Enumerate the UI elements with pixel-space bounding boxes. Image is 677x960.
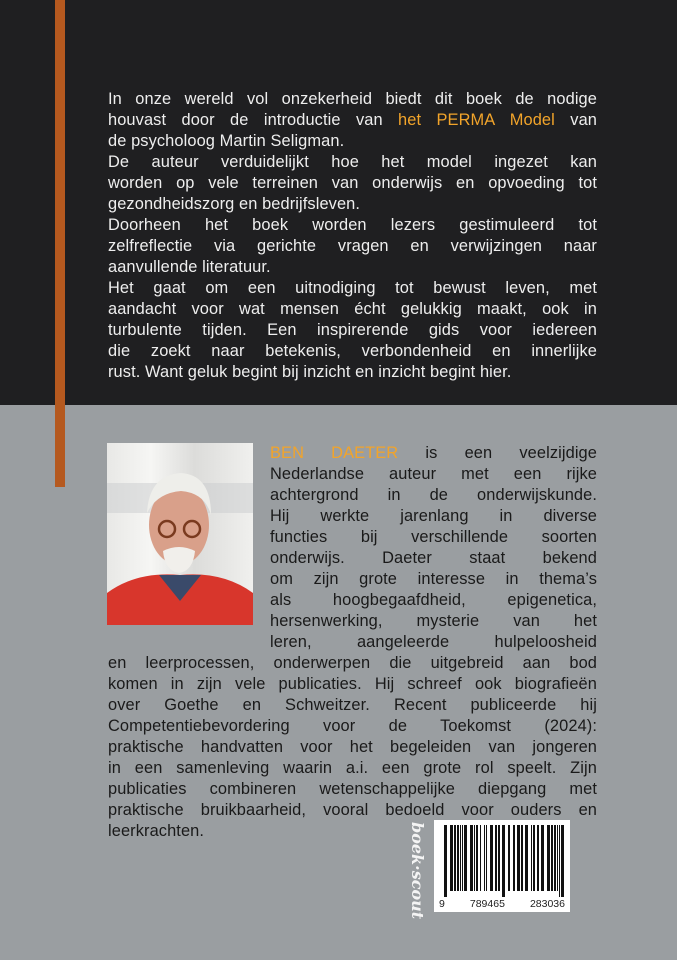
author-photo <box>107 443 253 625</box>
isbn-barcode <box>434 820 570 912</box>
text-segment: Nederlandse auteur met een rijke <box>270 465 597 483</box>
text-segment: rust. Want geluk begint bij inzicht en inzicht begint hier. <box>108 363 512 381</box>
barcode-bar <box>551 825 553 891</box>
barcode-bar <box>517 825 520 891</box>
text-line <box>108 257 597 278</box>
highlight-text: BEN DAETER <box>270 444 399 462</box>
text-line <box>108 695 597 716</box>
blurb-text <box>108 89 597 383</box>
barcode-bar <box>561 825 564 897</box>
text-line <box>270 485 597 506</box>
text-segment: van <box>554 111 598 129</box>
text-line <box>108 215 597 236</box>
publisher-logo: boek·scout <box>408 822 427 920</box>
text-line <box>108 194 597 215</box>
text-line <box>108 299 597 320</box>
text-line <box>108 779 597 800</box>
barcode-bar <box>513 825 515 891</box>
text-line <box>270 506 597 527</box>
barcode-bar <box>547 825 550 891</box>
barcode-bar <box>457 825 459 891</box>
barcode-bar <box>464 825 467 891</box>
text-line <box>270 548 597 569</box>
barcode-bar <box>525 825 528 891</box>
barcode-bar <box>474 825 475 891</box>
text-segment: publicaties combineren wetenschappelijke diepgang met <box>108 780 597 798</box>
text-segment: achtergrond in de onderwijskunde. <box>270 486 597 504</box>
text-segment: die zoekt naar betekenis, verbondenheid en innerlijke <box>108 342 597 360</box>
text-line <box>108 89 597 110</box>
text-segment: turbulente tijden. Een inspirerende gids voor iedereen <box>108 321 597 339</box>
barcode-bar <box>486 825 487 891</box>
barcode-bar <box>484 825 485 891</box>
text-segment: leerkrachten. <box>108 822 205 840</box>
barcode-bar <box>480 825 481 891</box>
text-line <box>108 737 597 758</box>
text-segment: Competentiebevordering voor de Toekomst (2024): <box>108 717 597 735</box>
barcode-bars <box>442 825 564 897</box>
barcode-bar <box>444 825 447 897</box>
text-line <box>108 341 597 362</box>
text-line <box>108 653 597 674</box>
barcode-bar <box>490 825 493 891</box>
text-segment: Het gaat om een uitnodiging tot bewust leven, met <box>108 279 597 297</box>
text-line <box>108 716 597 737</box>
barcode-bar <box>537 825 539 891</box>
barcode-bar <box>450 825 453 891</box>
text-line <box>108 758 597 779</box>
text-segment: worden op vele terreinen van onderwijs en opvoeding tot <box>108 174 597 192</box>
accent-bar <box>55 0 65 487</box>
text-segment: Doorheen het boek worden lezers gestimuleerd tot <box>108 216 597 234</box>
text-segment: In onze wereld vol onzekerheid biedt dit boek de nodige <box>108 90 597 108</box>
barcode-bar <box>559 825 560 897</box>
text-line <box>108 674 597 695</box>
text-line <box>270 464 597 485</box>
barcode-digit-prefix: 9 <box>439 898 445 910</box>
barcode-bar <box>557 825 558 891</box>
text-segment: praktische bruikbaarheid, vooral bedoeld voor ouders en <box>108 801 597 819</box>
text-line <box>108 320 597 341</box>
text-line <box>270 443 597 464</box>
text-line <box>270 590 597 611</box>
barcode-bar <box>495 825 497 891</box>
barcode-digits <box>434 898 570 910</box>
barcode-bar <box>476 825 478 891</box>
text-segment: aandacht voor wat mensen écht gelukkig maakt, ook in <box>108 300 597 318</box>
text-line <box>270 569 597 590</box>
text-segment: Hij werkte jarenlang in diverse <box>270 507 597 525</box>
barcode-bar <box>470 825 473 891</box>
text-line <box>270 611 597 632</box>
text-segment: De auteur verduidelijkt hoe het model ingezet kan <box>108 153 597 171</box>
text-segment: functies bij verschillende soorten <box>270 528 597 546</box>
text-segment: om zijn grote interesse in thema’s <box>270 570 597 588</box>
text-segment: praktische handvatten voor het begeleiden van jongeren <box>108 738 597 756</box>
barcode-bar <box>502 825 505 897</box>
text-segment: houvast door de introductie van <box>108 111 399 129</box>
text-line <box>108 800 597 821</box>
text-line <box>108 173 597 194</box>
text-segment: is een veelzijdige <box>398 444 597 462</box>
text-line <box>270 527 597 548</box>
text-segment: komen in zijn vele publicaties. Hij schreef ook biografieën <box>108 675 597 693</box>
barcode-bar <box>541 825 544 891</box>
text-line <box>108 110 597 131</box>
text-segment: hersenwerking, mysterie van het <box>270 612 597 630</box>
text-line <box>108 278 597 299</box>
author-bio-wide <box>108 653 597 842</box>
barcode-bar <box>508 825 510 891</box>
text-segment: aanvullende literatuur. <box>108 258 271 276</box>
barcode-bar <box>498 825 500 891</box>
text-segment: over Goethe en Schweitzer. Recent publiceerde hij <box>108 696 597 714</box>
text-segment: de psycholoog Martin Seligman. <box>108 132 345 150</box>
text-segment: leren, aangeleerde hulpeloosheid <box>270 633 597 651</box>
text-segment: gezondheidszorg en bedrijfsleven. <box>108 195 361 213</box>
author-bio-narrow <box>270 443 597 653</box>
highlight-text: het PERMA Model <box>398 111 555 129</box>
barcode-bar <box>554 825 556 891</box>
text-line <box>108 362 597 383</box>
text-line <box>108 152 597 173</box>
text-segment: zelfreflectie via gerichte vragen en verwijzingen naar <box>108 237 597 255</box>
text-line <box>270 632 597 653</box>
barcode-bar <box>533 825 535 891</box>
text-segment: als hoogbegaafdheid, epigenetica, <box>270 591 597 609</box>
text-line <box>108 236 597 257</box>
barcode-digit-group-1: 789465 <box>469 898 505 910</box>
text-segment: en leerprocessen, onderwerpen die uitgebreid aan bod <box>108 654 597 672</box>
barcode-bar <box>462 825 463 891</box>
barcode-bar <box>454 825 456 891</box>
barcode-bar <box>531 825 532 891</box>
text-line <box>108 131 597 152</box>
barcode-bar <box>521 825 523 891</box>
text-segment: onderwijs. Daeter staat bekend <box>270 549 597 567</box>
barcode-bar <box>460 825 461 891</box>
text-segment: in een samenleving waarin a.i. een grote rol speelt. Zijn <box>108 759 597 777</box>
barcode-digit-group-2: 283036 <box>529 898 565 910</box>
